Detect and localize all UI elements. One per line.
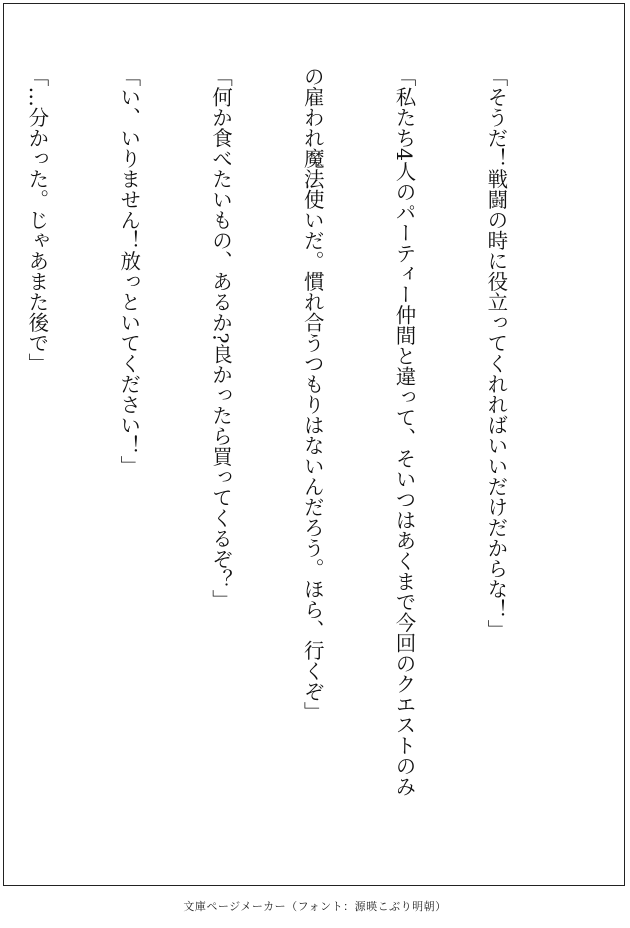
text-line: 「…分かった。じゃあまた後で」 [24,66,49,374]
page-frame [3,3,625,886]
text-line: 「そうだ！戦闘の時に役立ってくれればいいだけだからな！」 [483,66,508,640]
footer-caption: 文庫ページメーカー（フォント：源暎こぶり明朝） [183,900,447,913]
text-line: の雇われ魔法使いだ。慣れ合うつもりはないんだろう。ほら、行くぞ」 [300,66,325,722]
text-line: 「何か食べたいもの、あるか?良かったら買ってくるぞ？」 [208,66,233,610]
text-line: 「い、いりません！放っといてください！」 [116,66,141,476]
vertical-text-body [0,66,572,866]
text-line: 「私たち4人のパーティー仲間と違って、そいつはあくまで今回のクエストのみ [392,66,417,797]
